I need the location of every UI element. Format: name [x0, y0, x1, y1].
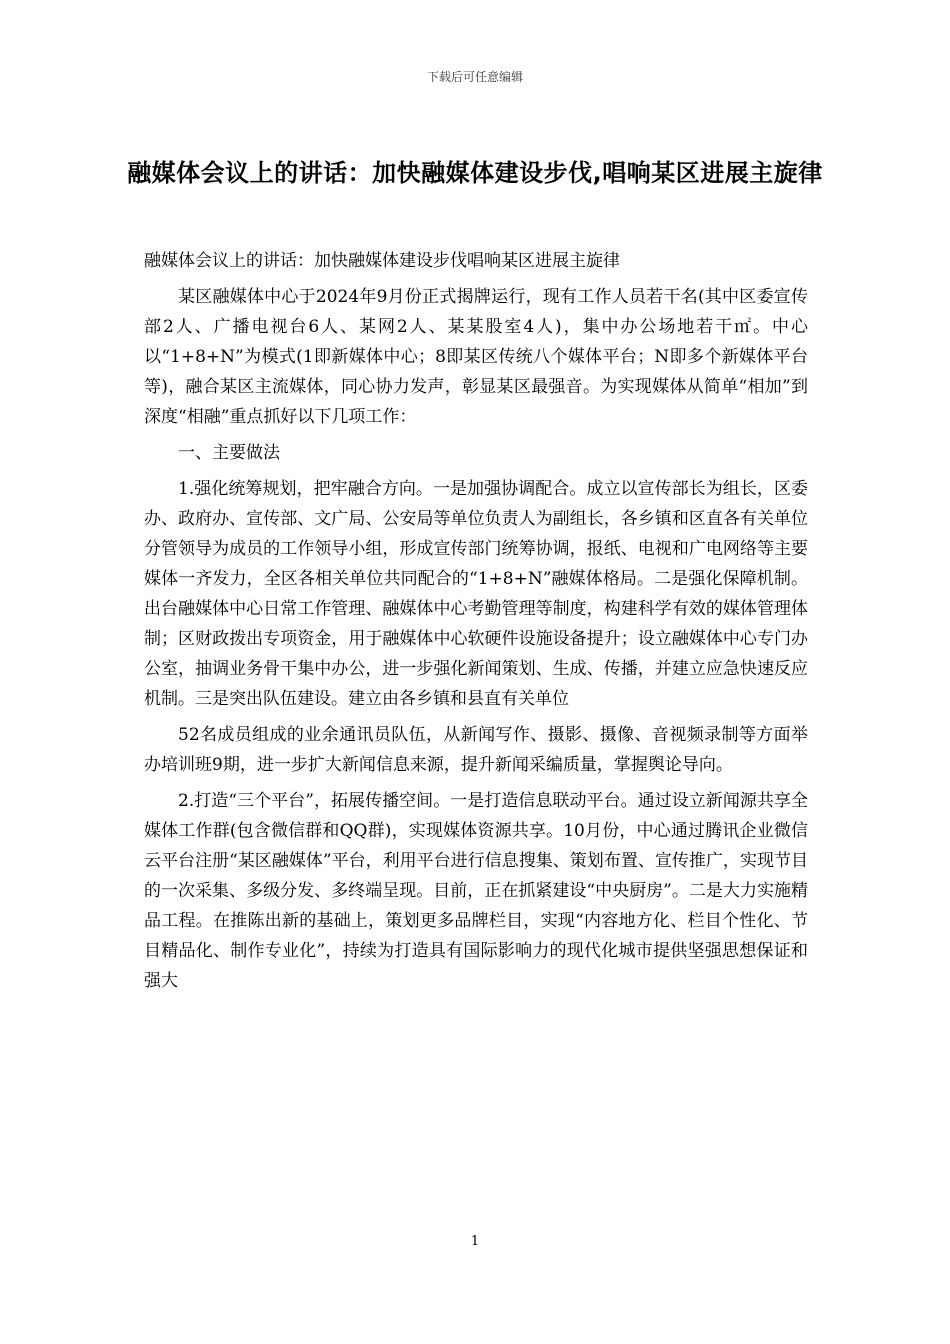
paragraph-intro: 某区融媒体中心于2024年9月份正式揭牌运行，现有工作人员若干名(其中区委宣传部2人、广播电视台6人、某网2人、某某股室4人)，集中办公场地若干㎡。中心以“1+8+N”为模式(1即新媒体中心；8即某区传统八个媒体平台；N即多个新媒体平台等)，融合某区主流媒体，同心协力发声，彰显某区最强音。为实现媒体从简单“相加”到深度“相融”重点抓好以下几项工作：: [144, 287, 808, 427]
paragraph-three-platforms: 2.打造“三个平台”，拓展传播空间。一是打造信息联动平台。通过设立新闻源共享全媒体工作群(包含微信群和QQ群)，实现媒体资源共享。10月份，中心通过腾讯企业微信云平台注册“某区融媒体”平台，利用平台进行信息搜集、策划布置、宣传推广，实现节目的一次采集、多级分发、多终端呈现。目前，正在抓紧建设“中央厨房”。二是大力实施精品工程。在推陈出新的基础上，策划更多品牌栏目，实现“内容地方化、栏目个性化、节目精品化、制作专业化”，持续为打造具有国际影响力的现代化城市提供坚强思想保证和强大: [144, 791, 808, 991]
section-heading-main-practices: 一、主要做法: [178, 443, 280, 463]
paragraph-planning: 1.强化统筹规划，把牢融合方向。一是加强协调配合。成立以宣传部长为组长，区委办、政府办、宣传部、文广局、公安局等单位负责人为副组长，各乡镇和区直各有关单位分管领导为成员的工作领导小组，形成宣传部门统筹协调，报纸、电视和广电网络等主要媒体一齐发力，全区各相关单位共同配合的“1+8+N”融媒体格局。二是强化保障机制。出台融媒体中心日常工作管理、融媒体中心考勤管理等制度，构建科学有效的媒体管理体制；区财政拨出专项资金，用于融媒体中心软硬件设施设备提升；设立融媒体中心专门办公室，抽调业务骨干集中办公，进一步强化新闻策划、生成、传播，并建立应急快速反应机制。三是突出队伍建设。建立由各乡镇和县直有关单位: [144, 479, 808, 709]
page-number: 1: [470, 1234, 480, 1249]
document-body: [144, 246, 808, 1002]
header-note: 下载后可任意编辑: [426, 70, 523, 84]
paragraph-correspondents: 52名成员组成的业余通讯员队伍，从新闻写作、摄影、摄像、音视频录制等方面举办培训班9期，进一步扩大新闻信息来源，提升新闻采编质量，掌握舆论导向。: [144, 725, 808, 775]
document-title: 融媒体会议上的讲话：加快融媒体建设步伐,唱响某区进展主旋律: [127, 159, 823, 187]
document-subtitle: 融媒体会议上的讲话：加快融媒体建设步伐唱响某区进展主旋律: [144, 251, 620, 271]
